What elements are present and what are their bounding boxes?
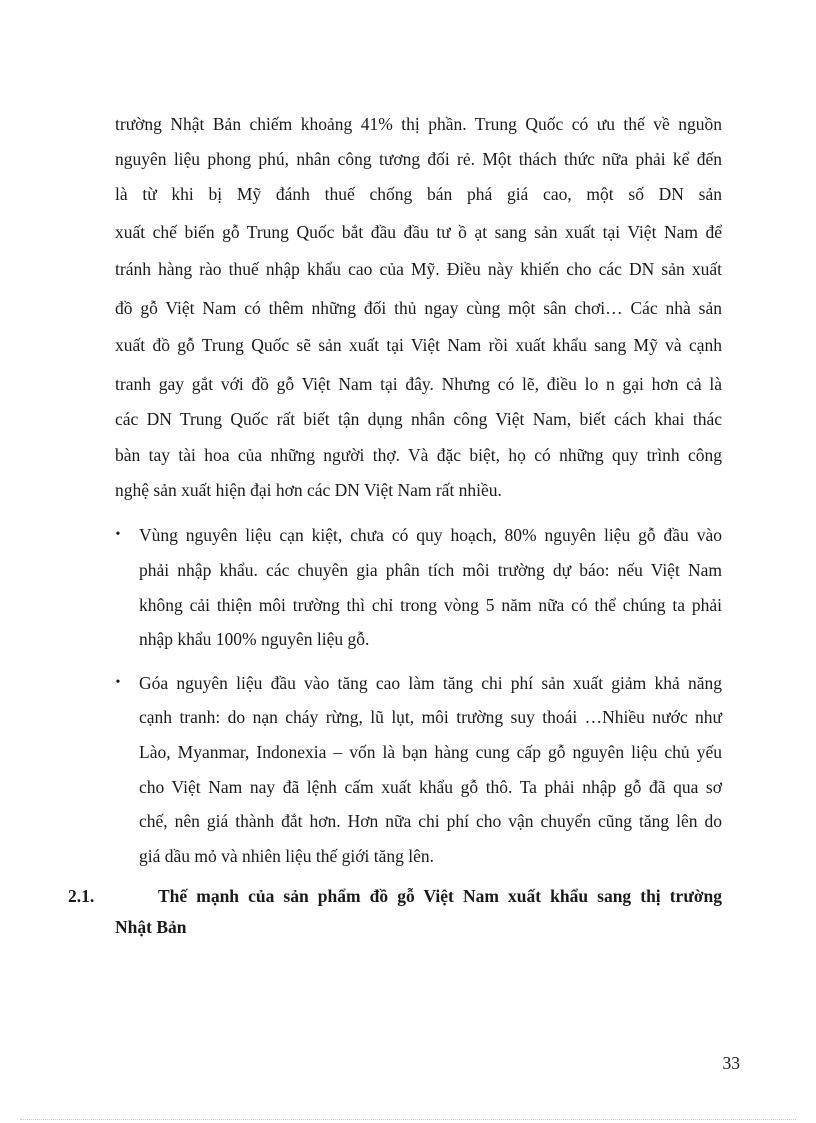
bullet-line: chế, nên giá thành đắt hơn. Hơn nữa chi phí cho vận chuyển cũng tăng lên do: [139, 811, 722, 831]
bullet-icon: •: [115, 527, 121, 542]
bullet-line: Góa nguyên liệu đầu vào tăng cao làm tăng chi phí sản xuất giảm khả năng: [139, 673, 722, 693]
bullet-line: cho Việt Nam nay đã lệnh cấm xuất khẩu gỗ thô. Ta phải nhập gỗ đã qua sơ: [139, 777, 722, 797]
bullet-line: Vùng nguyên liệu cạn kiệt, chưa có quy hoạch, 80% nguyên liệu gỗ đầu vào: [139, 525, 722, 545]
paragraph-line: nghệ sản xuất hiện đại hơn các DN Việt Nam rất nhiều.: [115, 480, 502, 500]
paragraph-line: xuất chế biến gỗ Trung Quốc bắt đầu đầu tư ồ ạt sang sản xuất tại Việt Nam để: [115, 222, 722, 242]
page-bottom-divider: [20, 1119, 796, 1120]
paragraph-line: tránh hàng rào thuế nhập khẩu cao của Mỹ. Điều này khiến cho các DN sản xuất: [115, 259, 722, 279]
paragraph-line: xuất đồ gỗ Trung Quốc sẽ sản xuất tại Việt Nam rồi xuất khẩu sang Mỹ và cạnh: [115, 335, 722, 355]
paragraph-line: nguyên liệu phong phú, nhân công tương đối rẻ. Một thách thức nữa phải kể đến: [115, 149, 722, 169]
bullet-line: cạnh tranh: do nạn cháy rừng, lũ lụt, môi trường suy thoái …Nhiều nước như: [139, 707, 722, 727]
paragraph-line: bàn tay tài hoa của những người thợ. Và đặc biệt, họ có những quy trình công: [115, 445, 722, 465]
paragraph-line: tranh gay gắt với đồ gỗ Việt Nam tại đây. Nhưng có lẽ, điều lo n gại hơn cả là: [115, 374, 722, 394]
paragraph-line: là từ khi bị Mỹ đánh thuế chống bán phá giá cao, một số DN sản: [115, 184, 722, 204]
section-title-line: Thế mạnh của sản phẩm đồ gỗ Việt Nam xuất khẩu sang thị trường: [158, 886, 722, 906]
bullet-line: không cải thiện môi trường thì chỉ trong vòng 5 năm nữa có thể chúng ta phải: [139, 595, 722, 615]
page-number: 33: [722, 1053, 740, 1073]
paragraph-line: các DN Trung Quốc rất biết tận dụng nhân công Việt Nam, biết cách khai thác: [115, 409, 722, 429]
paragraph-line: trường Nhật Bản chiếm khoảng 41% thị phần. Trung Quốc có ưu thế về nguồn: [115, 114, 722, 134]
bullet-line: giá dầu mỏ và nhiên liệu thế giới tăng lên.: [139, 846, 435, 866]
paragraph-line: đồ gỗ Việt Nam có thêm những đối thủ ngay cùng một sân chơi… Các nhà sản: [115, 298, 722, 318]
bullet-icon: •: [115, 675, 121, 690]
bullet-line: Lào, Myanmar, Indonexia – vốn là bạn hàng cung cấp gỗ nguyên liệu chủ yếu: [139, 742, 722, 762]
section-title-line: Nhật Bản: [115, 917, 187, 937]
section-number: 2.1.: [68, 886, 95, 906]
bullet-line: nhập khẩu 100% nguyên liệu gỗ.: [139, 629, 370, 649]
bullet-line: phải nhập khẩu. các chuyên gia phân tích môi trường dự báo: nếu Việt Nam: [139, 560, 722, 580]
